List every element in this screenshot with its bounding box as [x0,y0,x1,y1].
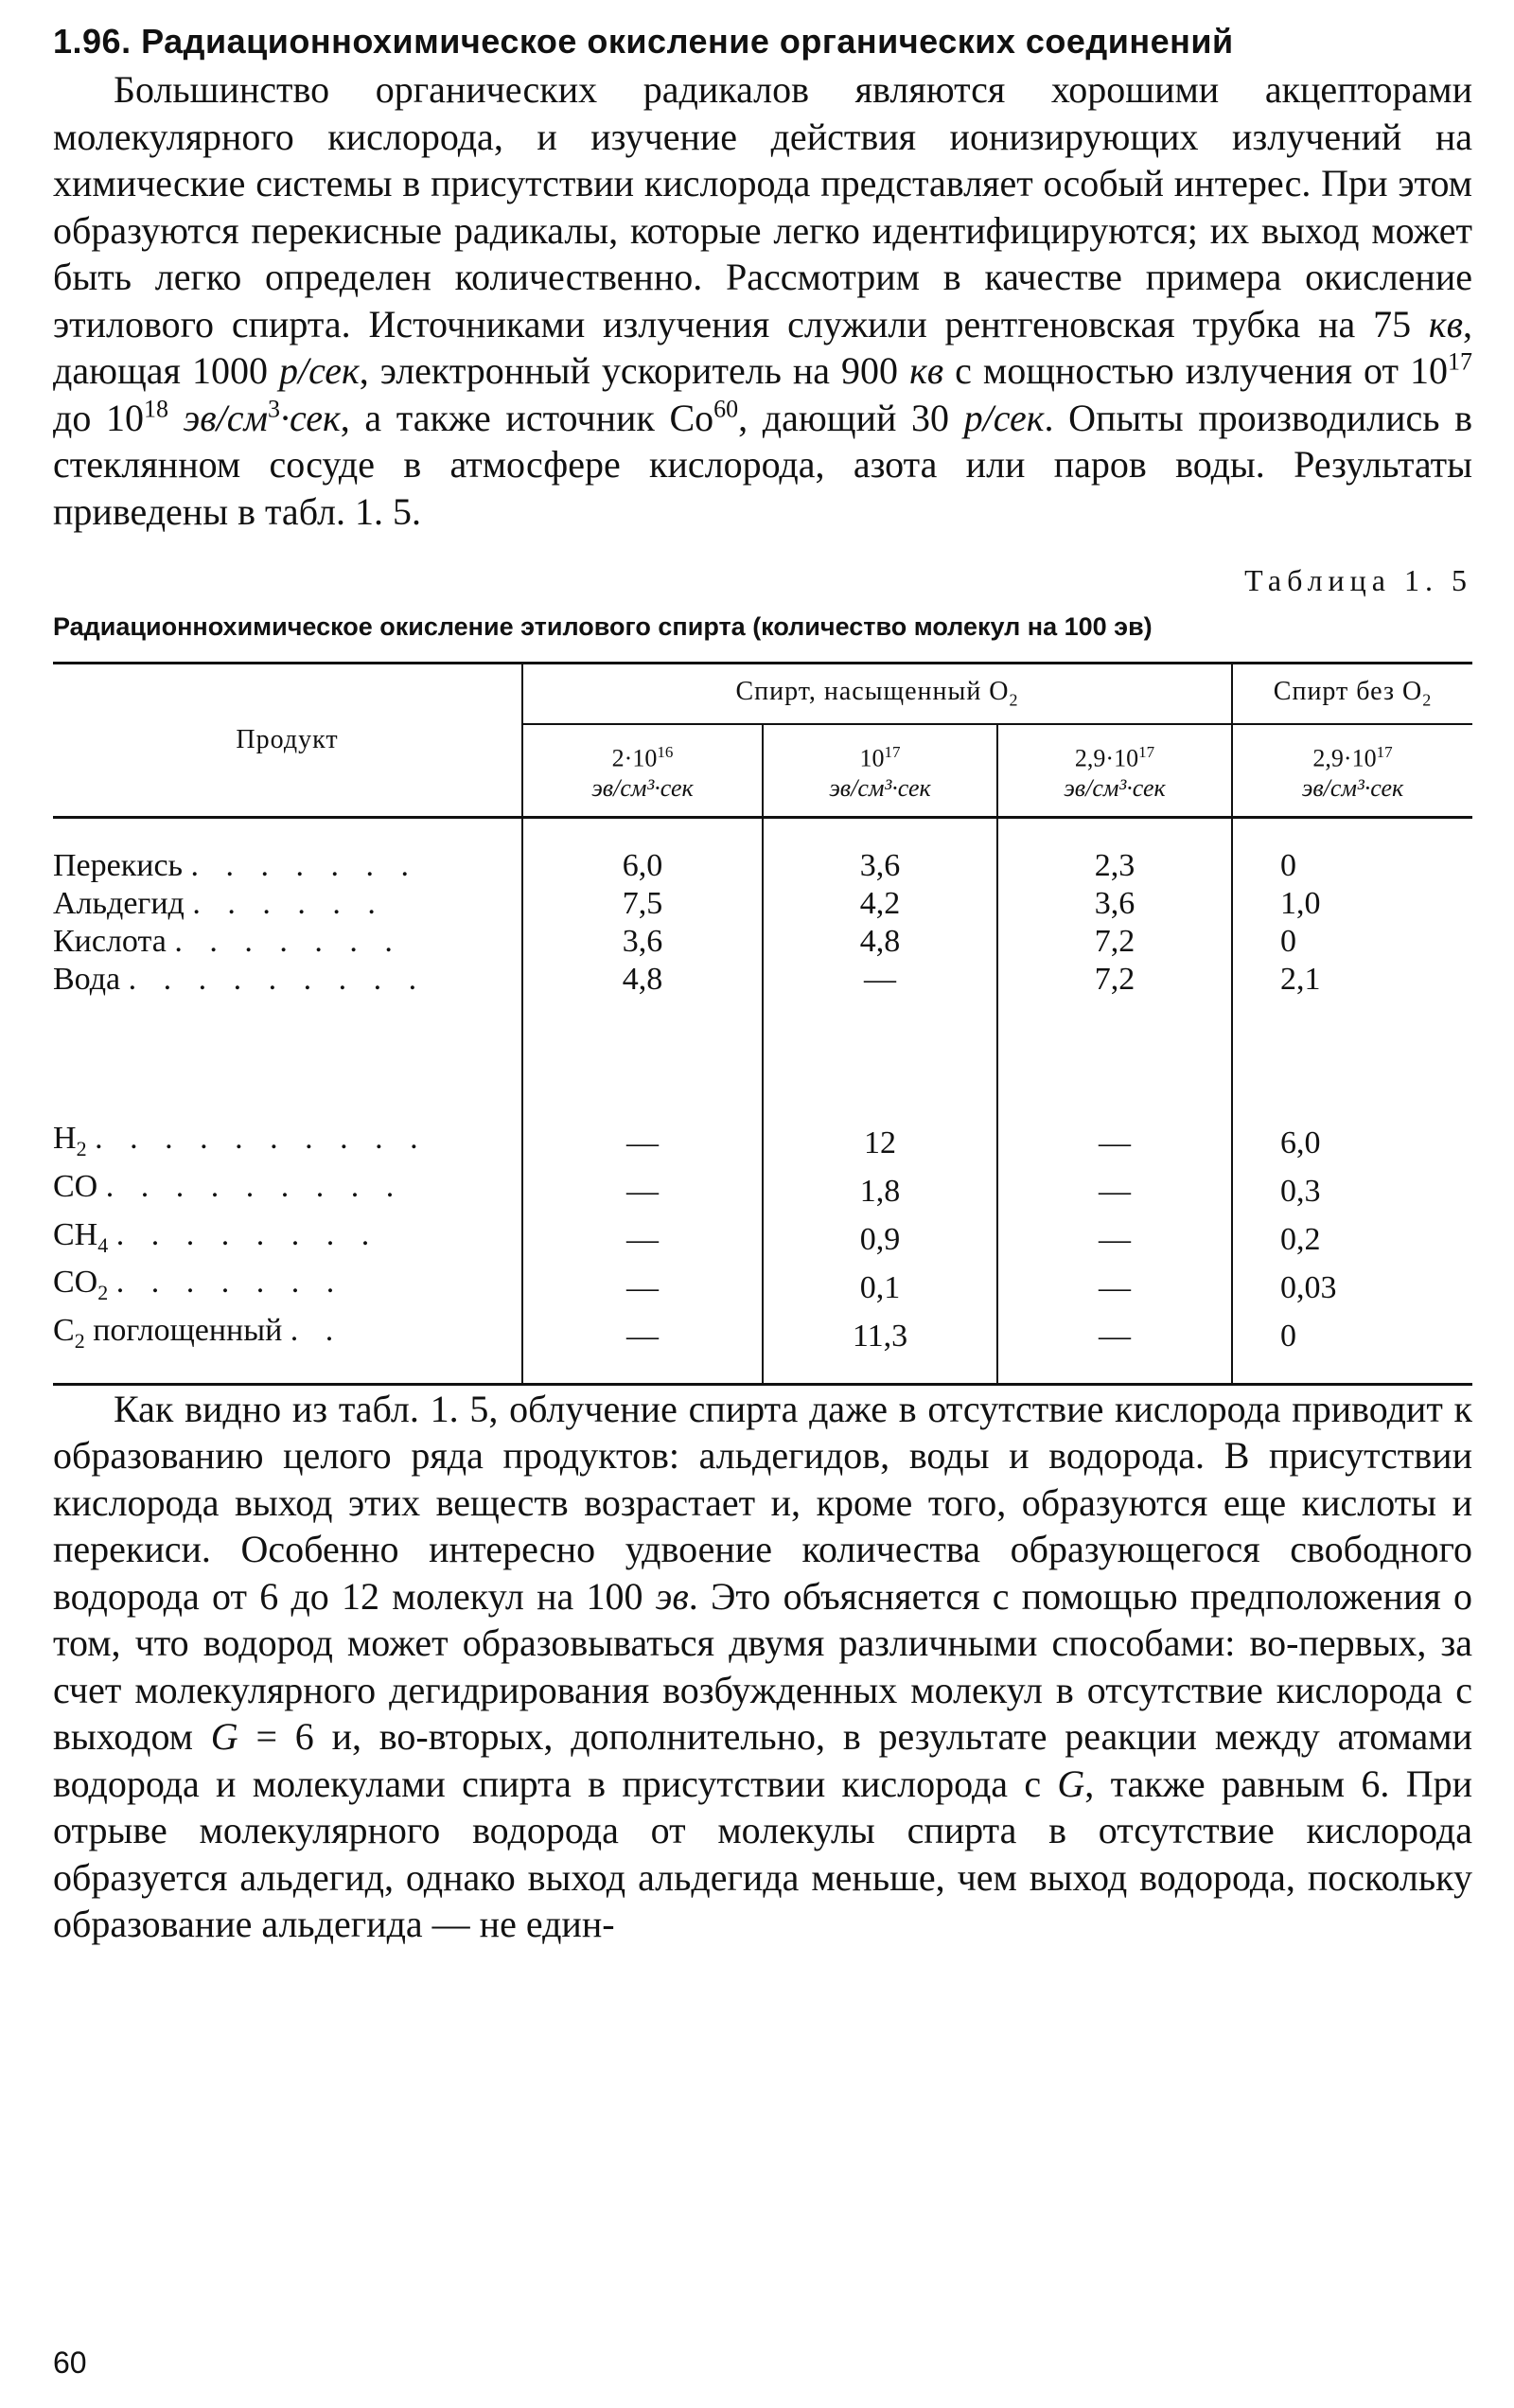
leader-dots: . . . . . . [192,886,385,921]
column-header-dose [997,724,1232,818]
exponent: 17 [1376,742,1393,761]
table-cell: — [763,961,997,999]
unit-text: кв [1428,302,1463,345]
paragraph-text: , дающий 30 [738,396,964,439]
exponent: 3 [268,395,281,423]
product-name [53,1216,522,1265]
column-group-saturated [522,664,1232,725]
table-cell: 7,2 [997,923,1232,961]
paragraph-text: = 6 и, во-вторых, дополнительно, в результате реакции между атомами водорода и молекулами спирта в присутствии кислорода с [53,1715,1472,1805]
page-number: 60 [53,2346,87,2380]
table-cell: — [522,1120,763,1168]
product-name [53,1168,522,1216]
product-label: Кислота [53,924,167,959]
table-cell: 7,2 [997,961,1232,999]
product-name [53,961,522,999]
leader-dots: . . . . . . . [174,924,402,959]
table-cell: 3,6 [763,847,997,885]
column-header-dose [763,724,997,818]
paragraph-text: , дающая 1000 [53,302,1472,392]
column-header-dose [522,724,763,818]
unit-text: эв/см [183,396,269,439]
symbol-g: G [210,1715,238,1759]
exponent: 17 [1447,347,1472,376]
column-header-product: Продукт [236,725,339,754]
table-row [53,1120,1472,1168]
paragraph-text: с мощностью излучения от 10 [943,349,1448,392]
formula-base: C [53,1313,75,1349]
table-cell: — [997,1216,1232,1265]
table-cell: — [522,1264,763,1312]
leader-dots: . . . . . . . . . . [95,1121,428,1156]
table-cell: — [522,1168,763,1216]
table-row [53,1168,1472,1216]
formula-base: H [53,1121,77,1156]
intro-paragraph [53,66,1472,535]
paragraph-text: . Это объясняется с помощью предположения о том, что водород может образовываться двумя различными способами: во-первых, за счет молекулярного дегидрирования возбужденных молекул в отсутствие кислорода с выходом [53,1574,1472,1759]
formula-base: CO [53,1168,98,1204]
table-cell: 0,03 [1232,1264,1472,1312]
table-row [53,1312,1472,1360]
product-name [53,1264,522,1312]
leader-dots: . . . . . . . [115,1265,344,1301]
results-table [53,662,1472,1386]
table-cell: — [997,1264,1232,1312]
unit-text: р/сек [963,396,1045,439]
table-cell: 1,0 [1232,885,1472,923]
table-row [53,1264,1472,1312]
table-cell: 3,6 [997,885,1232,923]
table-cell: — [997,1312,1232,1360]
dose-unit: эв/см³·сек [591,774,694,803]
unit-text: р/сек [278,349,360,392]
table-cell: 6,0 [1232,1120,1472,1168]
subscript: 2 [97,1281,109,1305]
table-cell: 0 [1232,847,1472,885]
page-content [53,17,1472,1948]
paragraph-text: Большинство органических радикалов являются хорошими акцепторами молекулярного кислорода, и изучение действия ионизирующих излучений на химические системы в присутствии кислорода представляет особый интерес. При этом образуются перекисные радикалы, которые легко идентифицируются; их выход может быть легко определен количественно. Рассмотрим в качестве примера окисление этилового спирта. Источниками излучения служили рентгеновская трубка на 75 [53,68,1472,345]
formula-base: CO [53,1265,98,1301]
discussion-paragraph [53,1386,1472,1948]
table-cell: 4,8 [763,923,997,961]
table-cell: 0 [1232,1312,1472,1360]
subscript: 2 [74,1328,85,1353]
subscript: 2 [76,1136,87,1160]
subscript: 2 [1009,690,1019,710]
table-cell: 11,3 [763,1312,997,1360]
symbol-g: G [1057,1762,1085,1805]
table-row [53,961,1472,999]
dose-unit: эв/см³·сек [829,774,931,803]
leader-dots: . . . . . . . [190,848,419,883]
product-name [53,847,522,885]
product-label: Перекись [53,848,184,883]
table-cell: 4,8 [522,961,763,999]
leader-dots: . . . . . . . . [115,1216,379,1252]
product-name [53,1120,522,1168]
table-caption: Радиационнохимическое окисление этилового спирта (количество молекул на 100 эв) [53,612,1153,641]
unit-text: ·сек [280,396,341,439]
subscript: 4 [97,1232,109,1257]
paragraph-text: , а также источник Co [340,396,714,439]
table-row [53,847,1472,885]
section-heading: 1.96. Радиационнохимическое окисление органических соединений [53,22,1234,61]
group-header-text: Спирт, насыщенный O [735,677,1010,707]
column-group-without-oxygen [1232,664,1472,725]
leader-dots: . . . . . . . . . [105,1168,404,1204]
exponent: 17 [1138,742,1155,761]
table-cell: 4,2 [763,885,997,923]
paragraph-text: . Опыты производились в стеклянном сосуде в атмосфере кислорода, азота или паров воды. Результаты приведены в табл. 1. 5. [53,396,1472,533]
unit-text: эв [655,1574,689,1618]
product-name [53,1312,522,1360]
table-cell: 3,6 [522,923,763,961]
product-label: Альдегид [53,886,185,921]
table-cell: 0,2 [1232,1216,1472,1265]
table-cell: — [997,1120,1232,1168]
leader-dots: . . . . . . . . . [128,962,427,997]
table-row [53,923,1472,961]
product-name [53,923,522,961]
leader-dots: . . [290,1313,343,1349]
product-name [53,885,522,923]
product-label: Вода [53,962,121,997]
formula-rest: поглощенный [84,1313,283,1349]
table-row [53,1216,1472,1265]
subscript: 2 [1422,690,1433,710]
table-cell: 6,0 [522,847,763,885]
table-cell: — [522,1216,763,1265]
dose-multiplier: 10 [859,744,885,772]
group-header-text: Спирт без O [1273,677,1423,707]
exponent: 60 [713,395,739,423]
dose-multiplier: 2,9·10 [1312,744,1377,772]
dose-multiplier: 2,9·10 [1074,744,1139,772]
exponent: 17 [884,742,901,761]
paragraph-text: до 10 [53,396,144,439]
dose-unit: эв/см³·сек [1064,774,1166,803]
table-cell: 2,3 [997,847,1232,885]
dose-unit: эв/см³·сек [1301,774,1404,803]
table-cell: 2,1 [1232,961,1472,999]
table-cell: 0,9 [763,1216,997,1265]
table-cell: 7,5 [522,885,763,923]
table-cell: — [522,1312,763,1360]
unit-text: кв [909,349,944,392]
paragraph-text: , электронный ускоритель на 900 [359,349,910,392]
table-cell: 0,3 [1232,1168,1472,1216]
formula-base: CH [53,1216,98,1252]
table-cell: 12 [763,1120,997,1168]
table-label: Таблица 1. 5 [1244,563,1472,597]
exponent: 18 [143,395,168,423]
table-cell: 1,8 [763,1168,997,1216]
paragraph-text: , также равным 6. При отрыве молекулярного водорода от молекулы спирта в отсутствие кислорода образуется альдегид, однако выход альдегида меньше, чем выход водорода, поскольку образование альдегида — не един- [53,1762,1472,1946]
table-cell: 0 [1232,923,1472,961]
column-header-dose [1232,724,1472,818]
table-row [53,885,1472,923]
paragraph-text: Как видно из табл. 1. 5, облучение спирта даже в отсутствие кислорода приводит к образованию целого ряда продуктов: альдегидов, воды и водорода. В присутствии кислорода выход этих веществ возрастает и, кроме того, образуются еще кислоты и перекиси. Особенно интересно удвоение количества образующегося свободного водорода от 6 до 12 молекул на 100 [53,1387,1472,1618]
table-cell: — [997,1168,1232,1216]
dose-multiplier: 2·10 [611,744,658,772]
exponent: 16 [657,742,674,761]
table-cell: 0,1 [763,1264,997,1312]
